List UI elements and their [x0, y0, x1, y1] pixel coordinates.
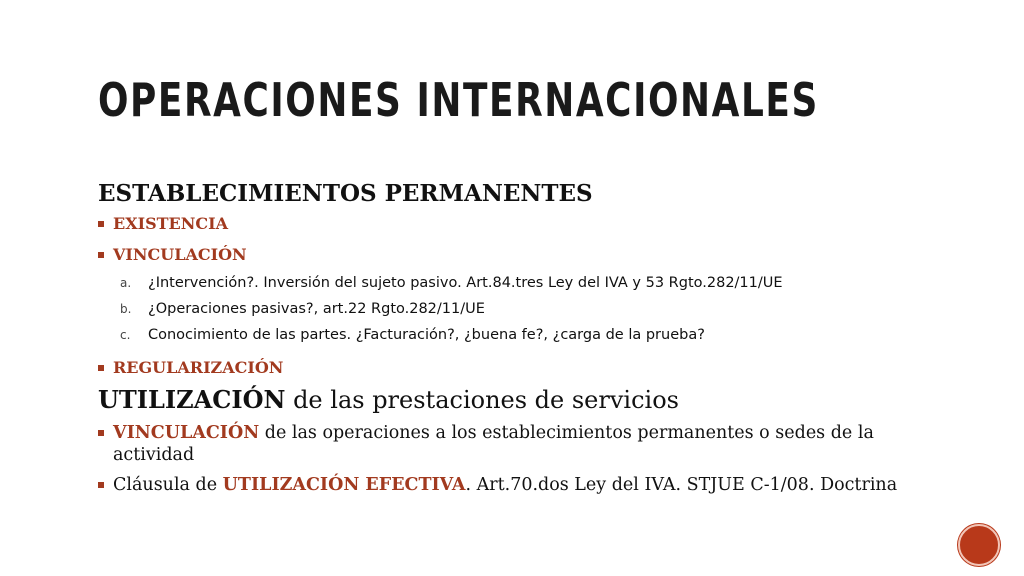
heading-bold-part: UTILIZACIÓN [98, 385, 286, 414]
bullet-vinculacion [98, 245, 938, 265]
bullet-accent-text: VINCULACIÓN [113, 423, 260, 443]
bullet-label: VINCULACIÓN [113, 245, 247, 264]
bullet-text: de las operaciones a los establecimientos permanentes o sedes de la actividad [113, 423, 874, 465]
list-item-text: ¿Intervención?. Inversión del sujeto pasivo. Art.84.tres Ley del IVA y 53 Rgto.282/11/UE [148, 275, 783, 291]
bullet-accent-text: UTILIZACIÓN EFECTIVA [222, 475, 466, 495]
list-letter: c. [120, 328, 131, 342]
list-item [98, 296, 938, 322]
square-bullet-icon [98, 365, 104, 371]
bullet-existencia [98, 214, 938, 234]
vinculacion-sublist [98, 270, 938, 348]
section-heading-utilizacion [98, 382, 938, 418]
bullet-regularizacion [98, 358, 938, 378]
list-letter: b. [120, 302, 132, 316]
square-bullet-icon [98, 221, 104, 227]
square-bullet-icon [98, 482, 104, 488]
heading-rest-part: de las prestaciones de servicios [285, 386, 679, 414]
list-item-text: ¿Operaciones pasivas?, art.22 Rgto.282/11/UE [148, 301, 485, 317]
bullet-text-after: . Art.70.dos Ley del IVA. STJUE C-1/08. Doctrina [465, 475, 898, 495]
bullet-text-before: Cláusula de [113, 475, 223, 495]
list-item [98, 322, 938, 348]
bullet-label: REGULARIZACIÓN [113, 358, 284, 377]
list-item [98, 270, 938, 296]
slide-title: OPERACIONES INTERNACIONALES [98, 73, 819, 127]
square-bullet-icon [98, 252, 104, 258]
square-bullet-icon [98, 430, 104, 436]
slide-content [98, 176, 938, 504]
list-item-text: Conocimiento de las partes. ¿Facturación?, ¿buena fe?, ¿carga de la prueba? [148, 327, 705, 343]
list-letter: a. [120, 276, 132, 290]
page-number-badge [958, 524, 1000, 566]
section-heading-establecimientos: ESTABLECIMIENTOS PERMANENTES [98, 180, 593, 207]
bullet-label: EXISTENCIA [113, 214, 229, 233]
left-margin [0, 0, 43, 576]
bullet-vinculacion-operaciones [98, 422, 938, 466]
bullet-clausula [98, 474, 938, 496]
